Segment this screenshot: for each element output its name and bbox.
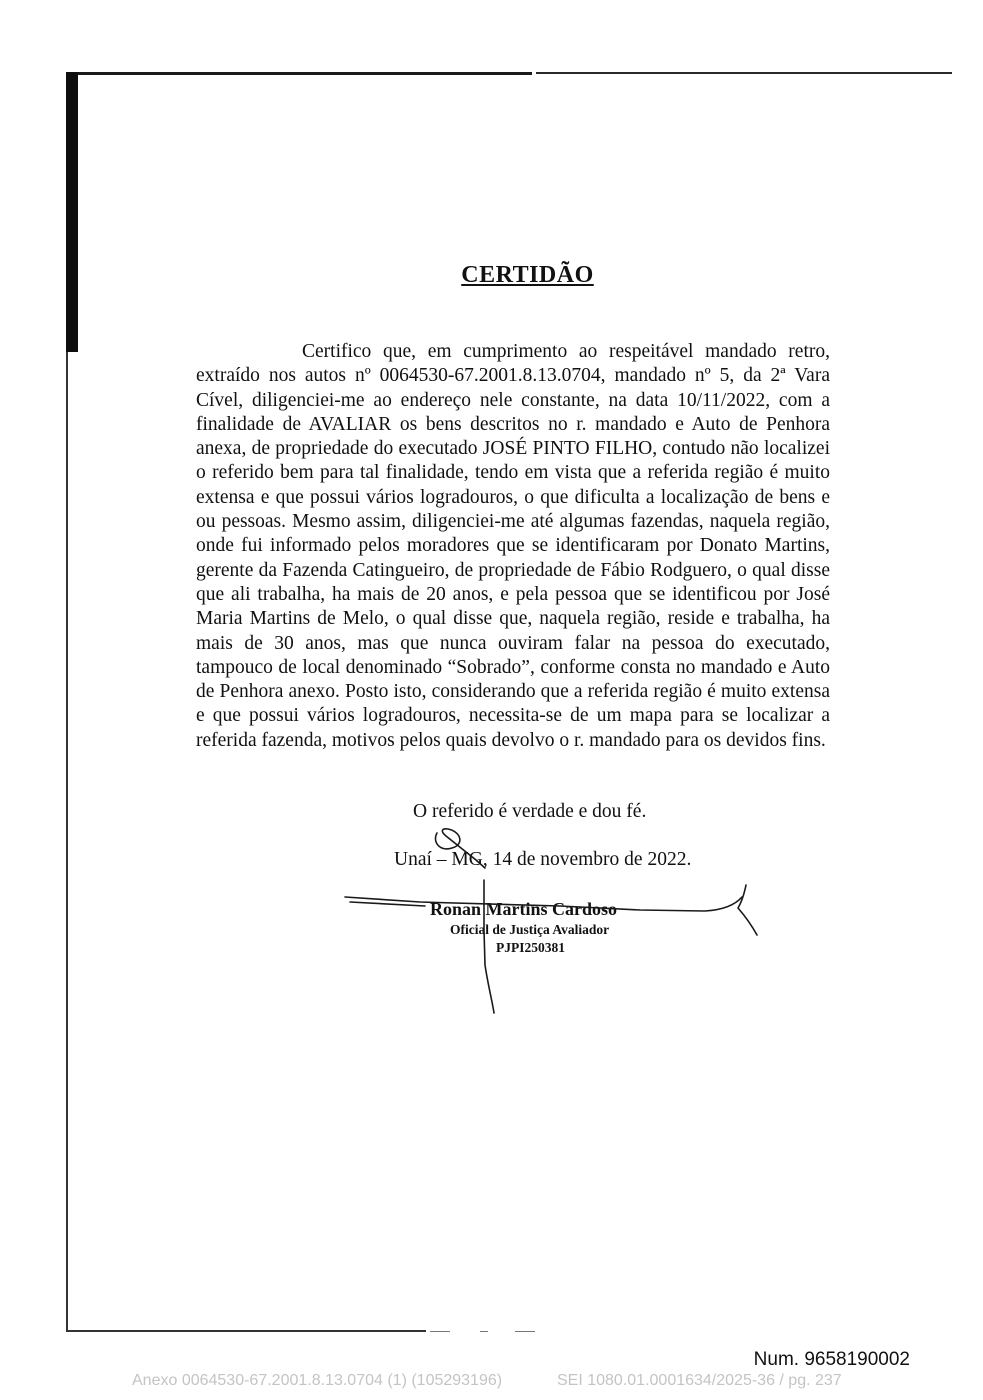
annex-reference: Anexo 0064530-67.2001.8.13.0704 (1) (105293196) [132, 1372, 503, 1389]
document-number: Num. 9658190002 [753, 1349, 910, 1370]
place-and-date: Unaí – MG, 14 de novembro de 2022. [394, 849, 692, 870]
document-title: CERTIDÃO [461, 262, 594, 288]
scan-border-bottom-dash [515, 1331, 535, 1332]
certificate-body [196, 340, 830, 753]
certificate-body-text: Certifico que, em cumprimento ao respeitável mandado retro, extraído nos autos nº 0064530-67.2001.8.13.0704, mandado nº 5, da 2ª Vara Cível, diligenciei-me ao endereço nele constante, na data 10/11/2022, com a finalidade de AVALIAR os bens descritos no r. mandado e Auto de Penhora anexa, de propriedade do executado JOSÉ PINTO FILHO, contudo não localizei o referido bem para tal finalidade, tendo em vista que a referida região é muito extensa e que possui vários logradouros, o que dificulta a localização de bens e ou pessoas. Mesmo assim, diligenciei-me até algumas fazendas, naquela região, onde fui informado pelos moradores que se identificaram por Donato Martins, gerente da Fazenda Catingueiro, de propriedade de Fábio Rodguero, o qual disse que ali trabalha, ha mais de 20 anos, e pela pessoa que se identificou por José Maria Martins de Melo, o qual disse que, naquela região, reside e trabalha, ha mais de 30 anos, mas que nunca ouviram falar na pessoa do executado, tampouco de local denominado “Sobrado”, conforme consta no mandado e Auto de Penhora anexo. Posto isto, considerando que a referida região é muito extensa e que possui vários logradouros, necessita-se de um mapa para se localizar a referida fazenda, motivos pelos quais devolvo o r. mandado para os devidos fins. [196, 341, 830, 751]
sei-reference: SEI 1080.01.0001634/2025-36 / pg. 237 [557, 1372, 842, 1389]
scan-border-bottom-dash [430, 1331, 450, 1332]
scan-border-top-left [66, 72, 532, 75]
scan-border-top-right [536, 72, 952, 74]
closing-statement: O referido é verdade e dou fé. [413, 801, 647, 822]
signer-id: PJPI250381 [496, 940, 565, 955]
scan-border-bottom-dash [480, 1331, 488, 1332]
signer-role: Oficial de Justiça Avaliador [450, 922, 610, 937]
scan-border-bottom [66, 1330, 426, 1332]
scan-border-left-thick [66, 72, 78, 352]
scan-border-left [66, 352, 68, 1332]
signer-name: Ronan Martins Cardoso [430, 899, 618, 919]
